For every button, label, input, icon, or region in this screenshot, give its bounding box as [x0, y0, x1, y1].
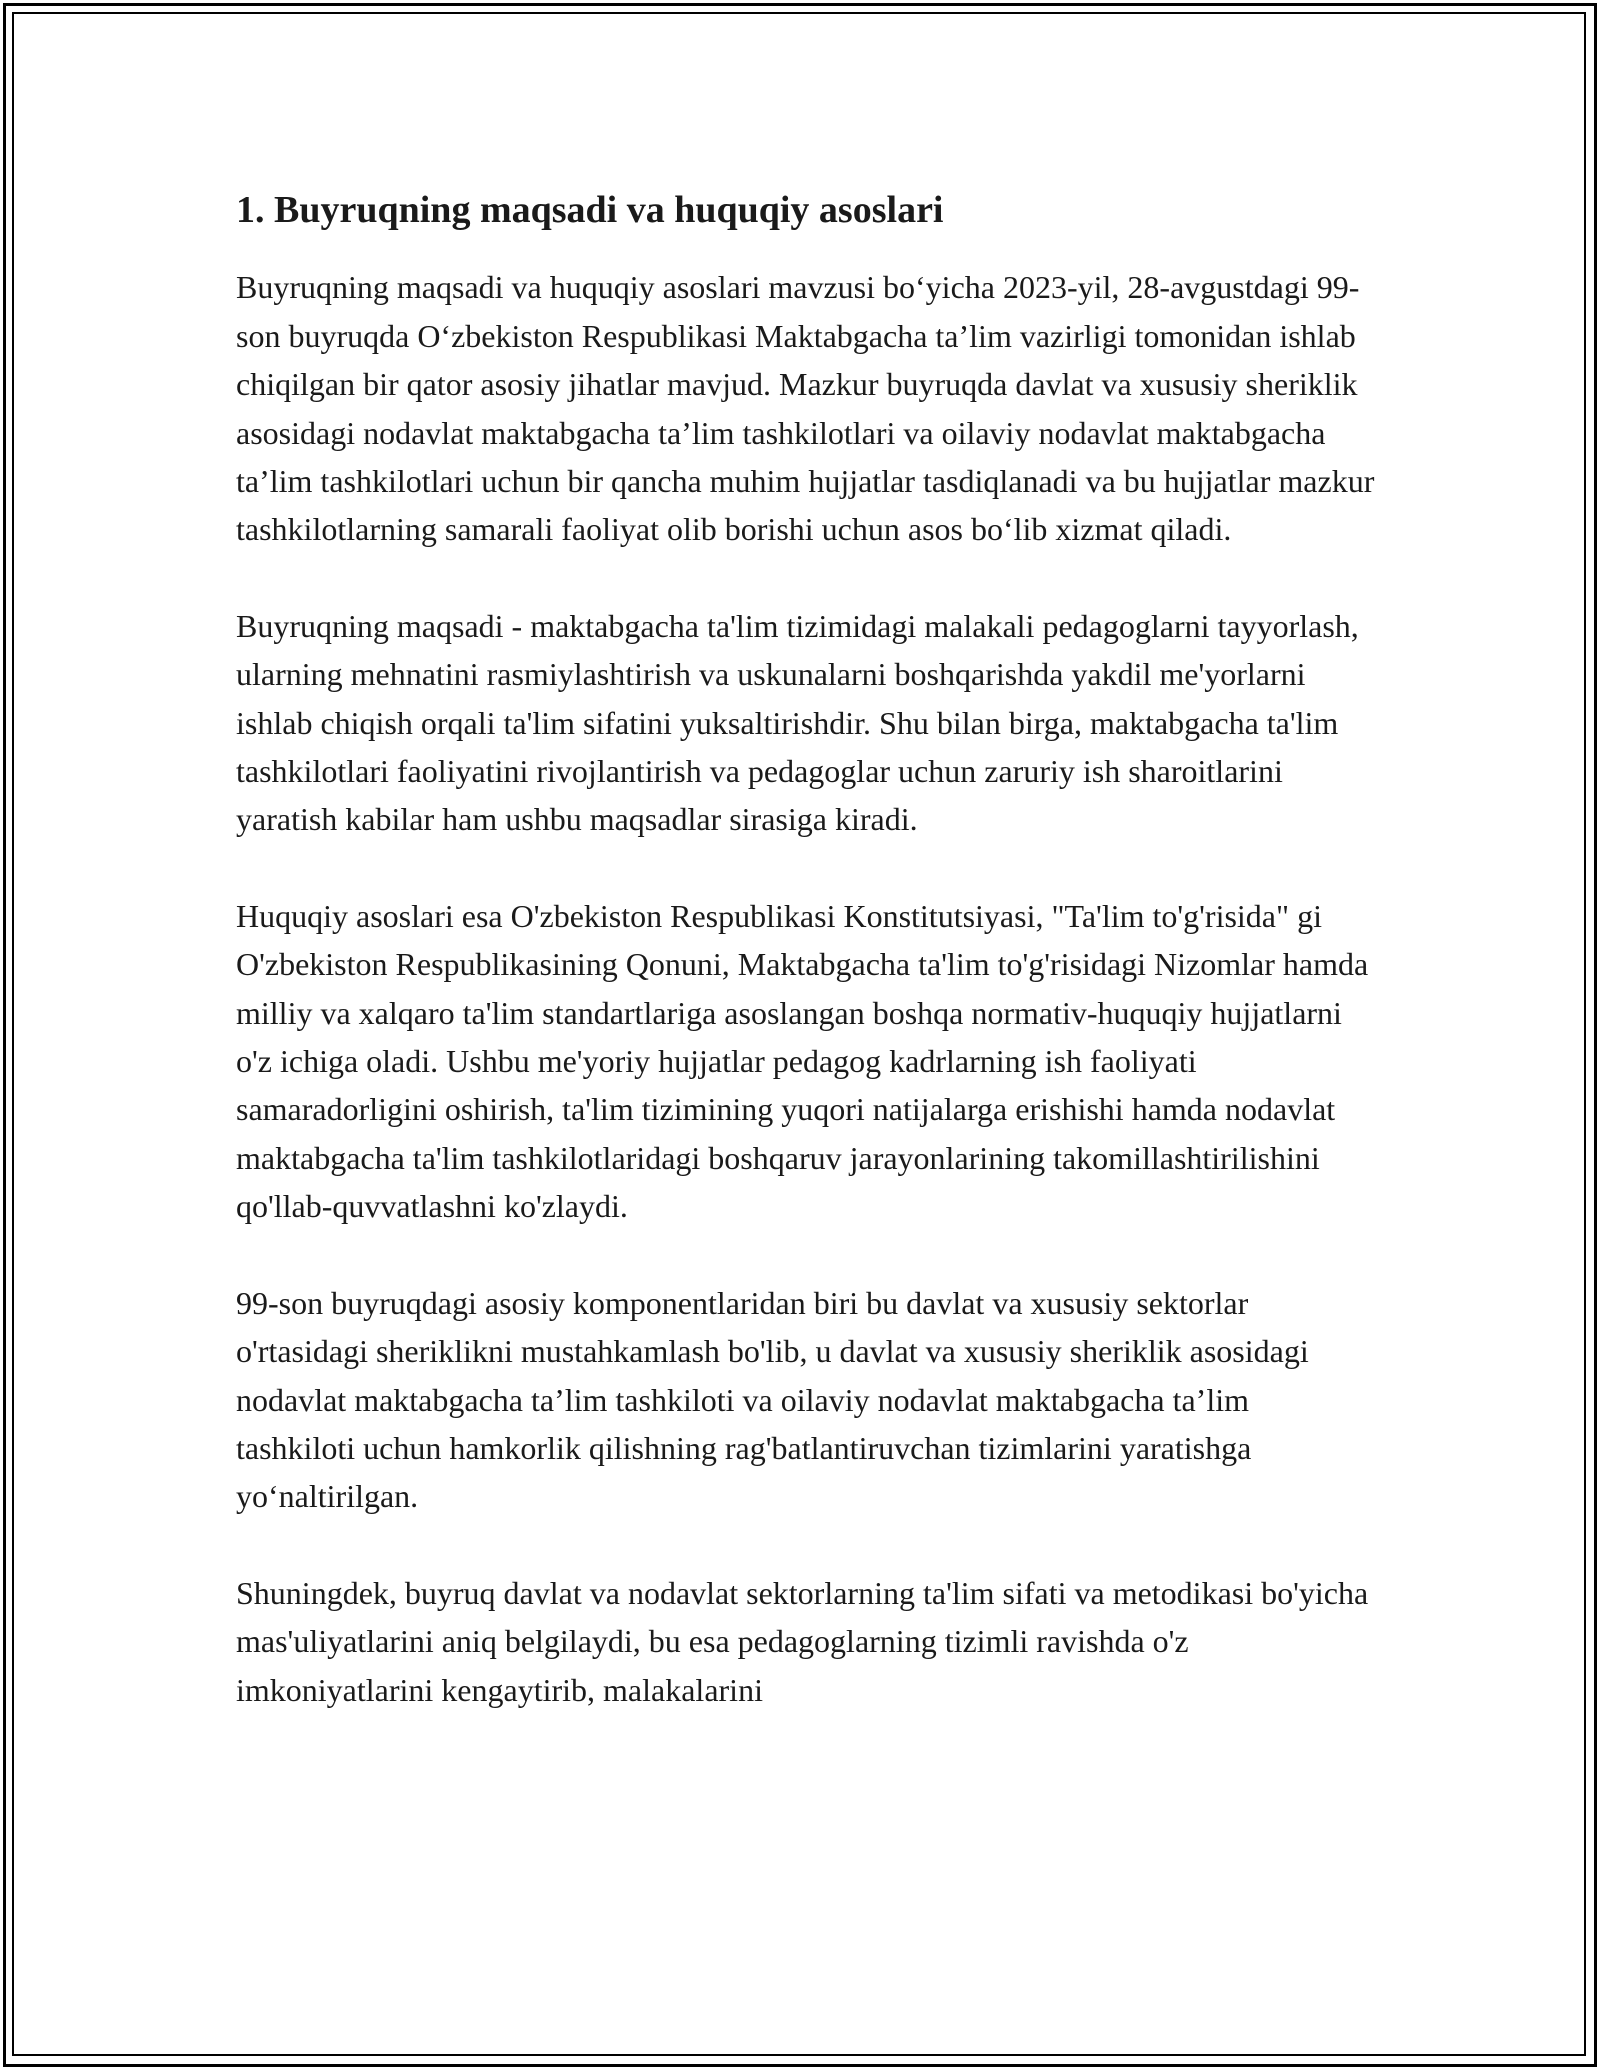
paragraph-3: Huquqiy asoslari esa O'zbekiston Respublikasi Konstitutsiyasi, "Ta'lim to'g'risida" gi O'zbekiston Respublikasining Qonuni, Maktabgacha ta'lim to'g'risidagi Nizomlar hamda milliy va xalqaro ta'lim standartlariga asoslangan boshqa normativ-huquqiy hujjatlarni o'z ichiga oladi. Ushbu me'yoriy hujjatlar pedagog kadrlarning ish faoliyati samaradorligini oshirish, ta'lim tizimining yuqori natijalarga erishishi hamda nodavlat maktabgacha ta'lim tashkilotlaridagi boshqaruv jarayonlarining takomillashtirilishini qo'llab-quvvatlashni ko'zlaydi.	[236, 897, 1369, 1225]
paragraph-4: 99-son buyruqdagi asosiy komponentlaridan biri bu davlat va xususiy sektorlar o'rtasidagi sheriklikni mustahkamlash bo'lib, u davlat va xususiy sheriklik asosidagi nodavlat maktabgacha ta’lim tashkiloti va oilaviy nodavlat maktabgacha ta’lim tashkiloti uchun hamkorlik qilishning rag'batlantiruvchan tizimlarini yaratishga yo‘naltirilgan.	[236, 1284, 1309, 1515]
document-body	[236, 186, 1376, 1762]
paragraph-1: Buyruqning maqsadi va huquqiy asoslari mavzusi bo‘yicha 2023-yil, 28-avgustdagi 99-son buyruqda O‘zbekiston Respublikasi Maktabgacha ta’lim vazirligi tomonidan ishlab chiqilgan bir qator asosiy jihatlar mavjud. Mazkur buyruqda davlat va xususiy sheriklik asosidagi nodavlat maktabgacha ta’lim tashkilotlari va oilaviy nodavlat maktabgacha ta’lim tashkilotlari uchun bir qancha muhim hujjatlar tasdiqlanadi va bu hujjatlar mazkur tashkilotlarning samarali faoliyat olib borishi uchun asos bo‘lib xizmat qiladi.	[236, 269, 1375, 548]
paragraph-2: Buyruqning maqsadi - maktabgacha ta'lim tizimidagi malakali pedagoglarni tayyorlash, ularning mehnatini rasmiylashtirish va uskunalarni boshqarishda yakdil me'yorlarni ishlab chiqish orqali ta'lim sifatini yuksaltirishdir. Shu bilan birga, maktabgacha ta'lim tashkilotlari faoliyatini rivojlantirish va pedagoglar uchun zaruriy ish sharoitlarini yaratish kabilar ham ushbu maqsadlar sirasiga kiradi.	[236, 607, 1359, 838]
paragraph-5: Shuningdek, buyruq davlat va nodavlat sektorlarning ta'lim sifati va metodikasi bo'yicha mas'uliyatlarini aniq belgilaydi, bu esa pedagoglarning tizimli ravishda o'z imkoniyatlarini kengaytirib, malakalarini	[236, 1574, 1369, 1708]
section-heading: 1. Buyruqning maqsadi va huquqiy asoslari	[236, 189, 944, 231]
